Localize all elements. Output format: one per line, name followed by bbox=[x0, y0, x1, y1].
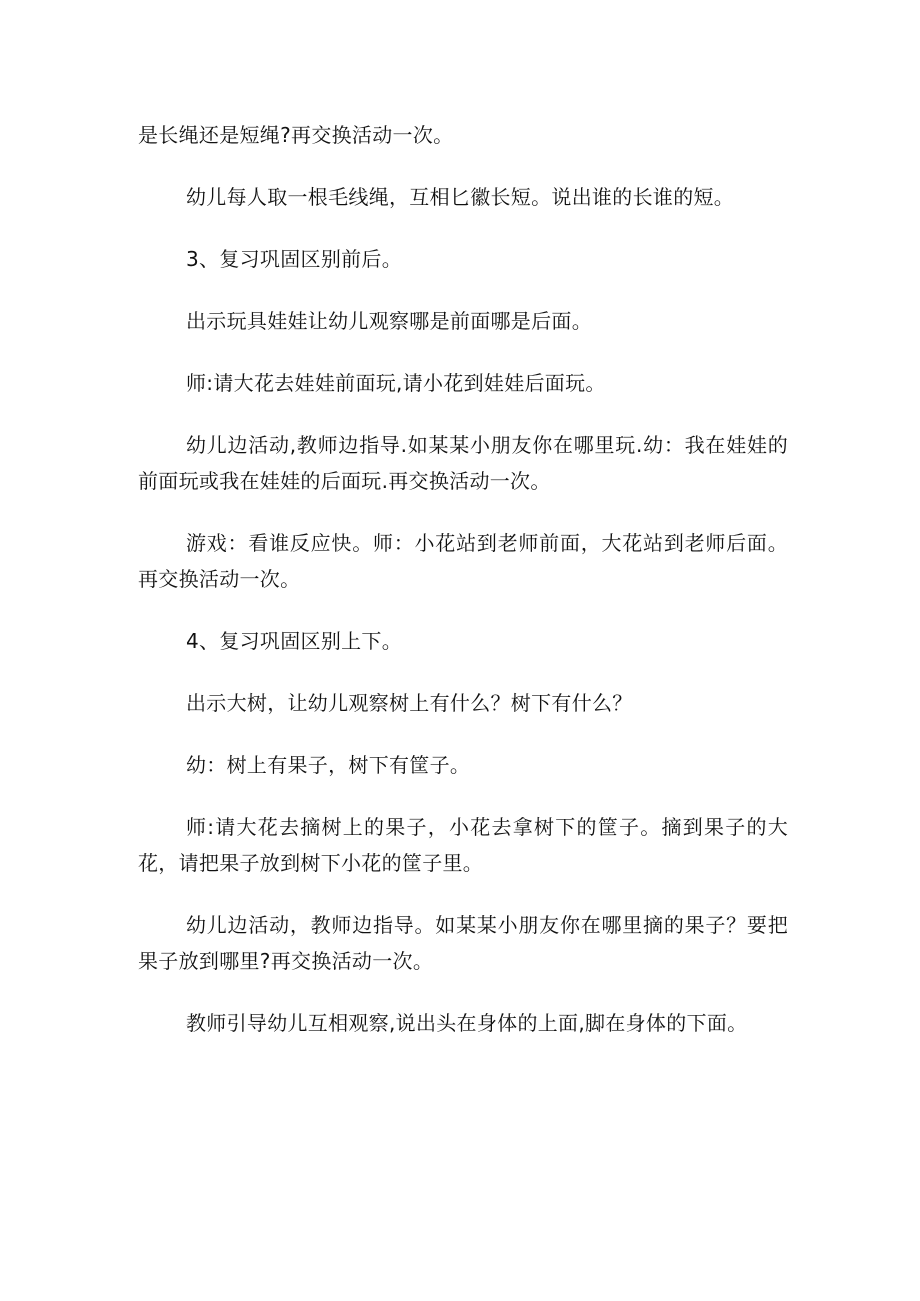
document-body bbox=[138, 117, 788, 1067]
paragraph-continuation: 是长绳还是短绳?再交换活动一次。 bbox=[138, 123, 454, 147]
section-heading-4: 4、复习巩固区别上下。 bbox=[186, 629, 403, 653]
paragraph-teacher-front-back: 师:请大花去娃娃前面玩,请小花到娃娃后面玩。 bbox=[186, 371, 606, 395]
paragraph-teacher-fruit: 师:请大花去摘树上的果子，小花去拿树下的筐子。摘到果子的大花，请把果子放到树下小花的筐子里。 bbox=[138, 815, 788, 875]
paragraph-activity-fruit: 幼儿边活动，教师边指导。如某某小朋友你在哪里摘的果子？要把果子放到哪里?再交换活动一次。 bbox=[138, 913, 788, 973]
paragraph-compare-length: 幼儿每人取一根毛线绳，互相匕徽长短。说出谁的长谁的短。 bbox=[186, 185, 735, 209]
paragraph-activity-front-back: 幼儿边活动,教师边指导.如某某小朋友你在哪里玩.幼：我在娃娃的前面玩或我在娃娃的后面玩.再交换活动一次。 bbox=[138, 433, 788, 493]
paragraph-game-reaction: 游戏：看谁反应快。师：小花站到老师前面，大花站到老师后面。再交换活动一次。 bbox=[138, 531, 788, 591]
section-heading-3: 3、复习巩固区别前后。 bbox=[186, 247, 403, 271]
paragraph-show-doll: 出示玩具娃娃让幼儿观察哪是前面哪是后面。 bbox=[186, 309, 592, 333]
paragraph-body-observation: 教师引导幼儿互相观察,说出头在身体的上面,脚在身体的下面。 bbox=[186, 1011, 748, 1035]
paragraph-child-answer: 幼：树上有果子，树下有筐子。 bbox=[186, 753, 471, 777]
paragraph-show-tree: 出示大树，让幼儿观察树上有什么？树下有什么？ bbox=[186, 691, 633, 715]
